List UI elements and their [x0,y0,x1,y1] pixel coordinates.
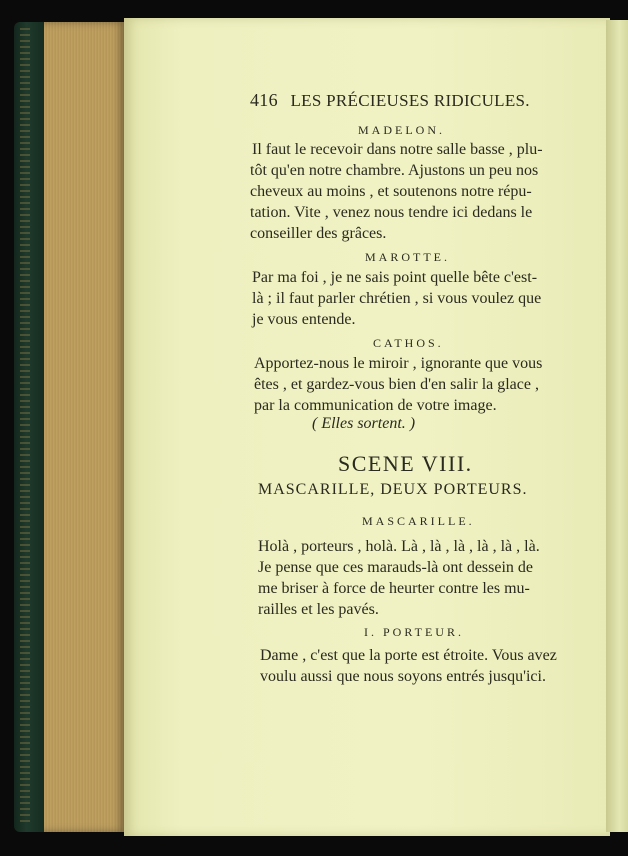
text-line: Dame , c'est que la porte est étroite. Vous avez [260,647,557,664]
text-line: Je pense que ces marauds-là ont dessein de [258,559,534,576]
text-line: conseiller des grâces. [250,225,387,242]
text-line: tation. Vite , venez nous tendre ici dedans le [250,204,533,221]
text-line: tôt qu'en notre chambre. Ajustons un peu nos [250,162,539,179]
speaker-name: MASCARILLE. [362,514,475,528]
text-line: Holà , porteurs , holà. Là , là , là , là , là , là. [258,538,540,555]
facing-page-edge [606,20,628,832]
text-line: êtes , et gardez-vous bien d'en salir la glace , [254,376,539,393]
speaker-name: CATHOS. [373,336,444,350]
scene-title: SCENE VIII. [338,451,473,476]
text-line: voulu aussi que nous soyons entrés jusqu'ici. [260,668,546,685]
binding-tooling [20,28,30,826]
book-title: LES PRÉCIEUSES RIDICULES. [290,91,530,110]
running-head [250,90,580,111]
text-line: Il faut le recevoir dans notre salle basse , plu- [252,141,543,158]
stage-direction: ( Elles sortent. ) [312,415,416,432]
text-line: railles et les pavés. [258,601,379,618]
text-line: là ; il faut parler chrétien , si vous voulez que [252,290,542,307]
speaker-name: MADELON. [358,123,445,137]
book-binding [14,22,46,832]
speaker-name: I. PORTEUR. [364,625,464,639]
text-line: je vous entende. [252,311,356,328]
page-number: 416 [250,90,278,110]
speaker-name: MAROTTE. [365,250,450,264]
text-line: Apportez-nous le miroir , ignorante que vous [254,355,543,372]
page-block-edge [44,22,126,832]
text-line: cheveux au moins , et soutenons notre répu- [250,183,532,200]
text-line: par la communication de votre image. [254,397,497,414]
scene-characters: MASCARILLE, DEUX PORTEURS. [258,481,528,498]
text-line: me briser à force de heurter contre les mu- [258,580,530,597]
text-line: Par ma foi , je ne sais point quelle bête c'est- [252,269,538,286]
